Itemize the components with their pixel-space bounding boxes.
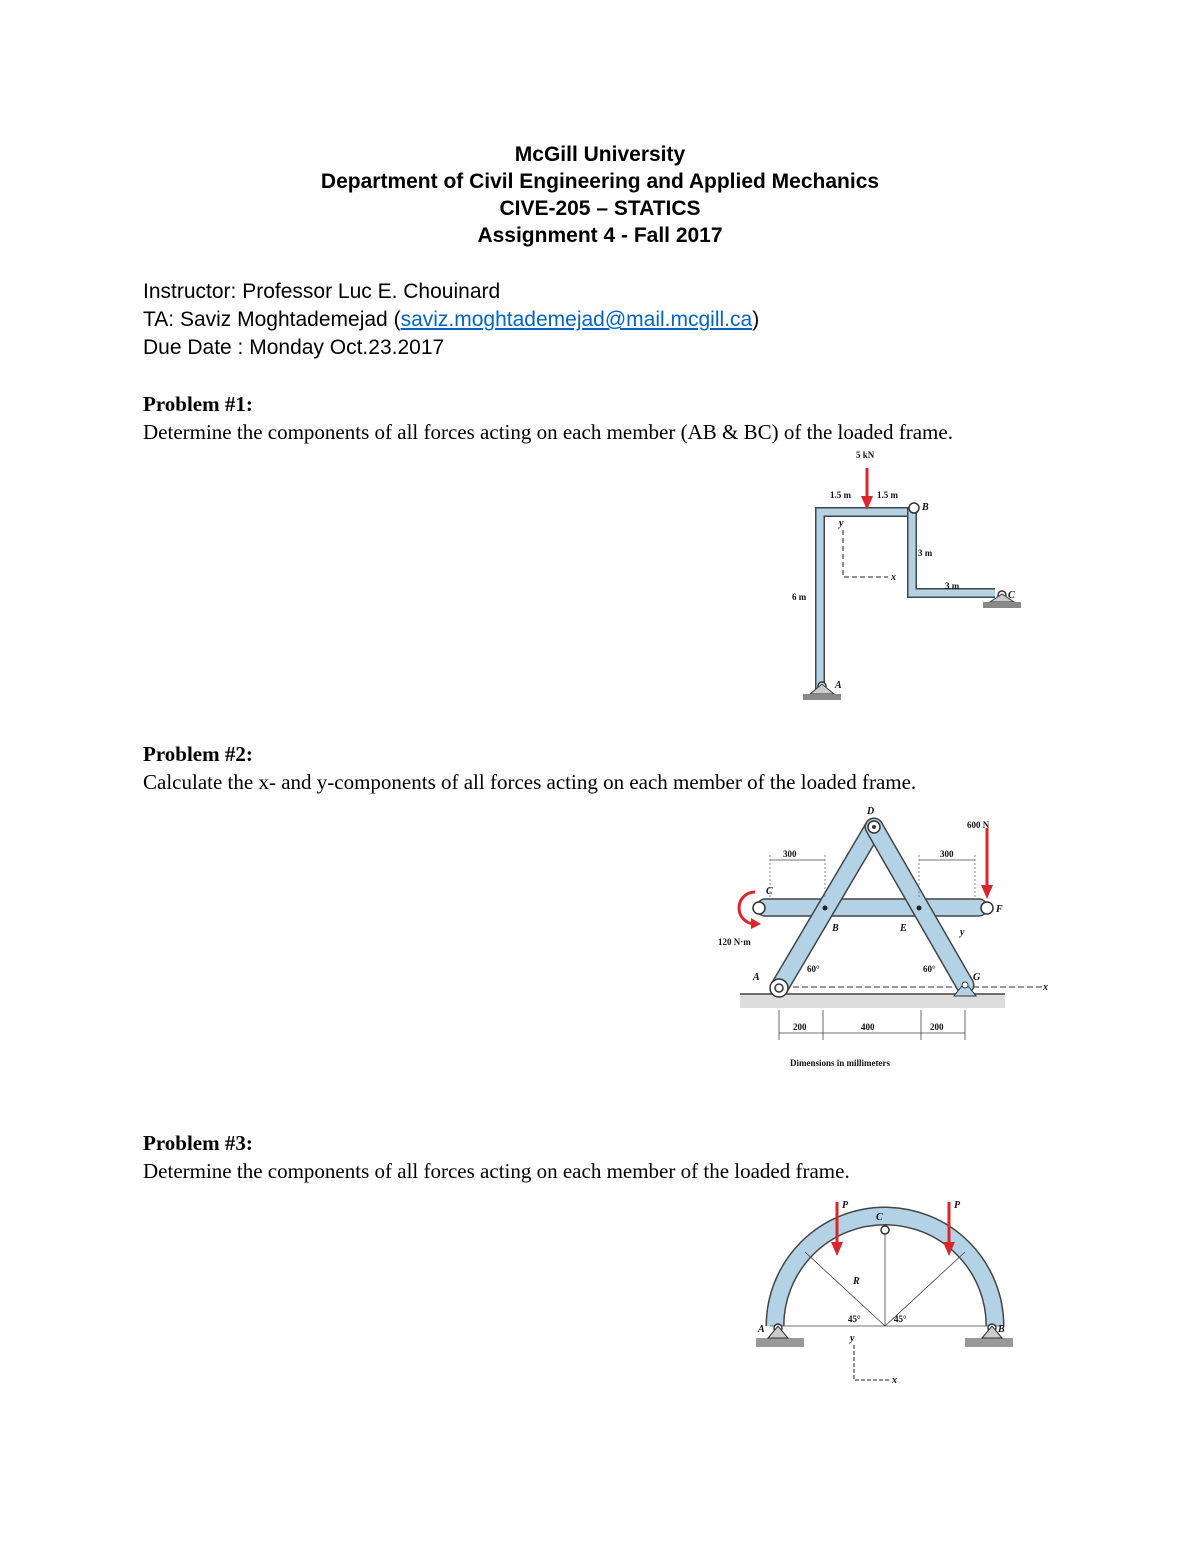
due-date-line: Due Date : Monday Oct.23.2017: [143, 336, 445, 359]
axis-y-label: y: [839, 518, 844, 529]
dimensions-caption: Dimensions in millimeters: [790, 1058, 890, 1068]
axis-y-label: y: [960, 927, 965, 938]
label-c: C: [766, 886, 773, 897]
angle-left-label: 60°: [807, 964, 820, 974]
label-f: F: [996, 904, 1003, 915]
ta-email-link[interactable]: saviz.moghtademejad@mail.mcgill.ca: [400, 308, 753, 331]
pin-e: [917, 906, 922, 911]
member-cf: [757, 899, 987, 916]
load-arrow: [981, 885, 993, 899]
label-b: B: [832, 923, 839, 934]
axis-y-label: y: [850, 1333, 855, 1344]
dim-300-right: 300: [940, 849, 954, 859]
angle-right-label: 45°: [894, 1314, 907, 1324]
problem-2-text: Calculate the x- and y-components of all forces acting on each member of the loaded frame.: [143, 770, 917, 794]
support-a: [768, 1326, 788, 1338]
pin-c: [753, 902, 765, 914]
label-b: B: [922, 502, 929, 513]
dim-200-left: 200: [793, 1022, 807, 1032]
problem-3-figure: [750, 1190, 1020, 1390]
dim-300-left: 300: [783, 849, 797, 859]
problem-2-title: Problem #2:: [143, 742, 253, 766]
university-name: McGill University: [514, 143, 686, 166]
course-title: CIVE-205 – STATICS: [499, 197, 701, 220]
problem-2-figure: [715, 800, 1055, 1080]
instructor-line: Instructor: Professor Luc E. Chouinard: [143, 280, 501, 303]
pin-b: [823, 906, 828, 911]
load-label: 5 kN: [856, 450, 875, 460]
dim-3m-vert-label: 3 m: [918, 548, 933, 558]
support-a: [810, 684, 834, 694]
problem-1-figure: [780, 444, 1040, 709]
ta-line: [143, 306, 759, 334]
frame-ab-member: [820, 512, 915, 689]
axis-lines: [854, 1345, 890, 1380]
axis-lines: [843, 530, 888, 577]
pin-f: [981, 902, 993, 914]
angle-left-label: 45°: [848, 1314, 861, 1324]
assignment-title: Assignment 4 - Fall 2017: [477, 224, 723, 247]
label-a: A: [753, 972, 760, 983]
dim-right-label: 1.5 m: [877, 490, 898, 500]
dim-left-label: 1.5 m: [830, 490, 851, 500]
problem-3-text: Determine the components of all forces acting on each member of the loaded frame.: [143, 1159, 850, 1183]
ta-suffix: ): [752, 308, 760, 331]
label-c: C: [1008, 590, 1015, 601]
load-right-label: P: [954, 1200, 961, 1211]
pin-c: [881, 1226, 889, 1234]
label-d: D: [867, 806, 875, 817]
pin-b: [909, 503, 919, 513]
moment-label: 120 N·m: [718, 937, 751, 947]
load-left-label: P: [842, 1200, 849, 1211]
dim-3m-horiz-label: 3 m: [945, 581, 960, 591]
label-c: C: [876, 1212, 883, 1223]
axis-x-label: x: [1043, 982, 1048, 993]
angle-right-label: 60°: [923, 964, 936, 974]
load-left-arrow: [831, 1242, 843, 1256]
problem-1-text: Determine the components of all forces acting on each member (AB & BC) of the loaded frame.: [143, 420, 953, 444]
document-header: [0, 141, 1200, 249]
dim-400: 400: [861, 1022, 875, 1032]
axis-x-label: x: [892, 1375, 897, 1386]
axis-x-label: x: [891, 572, 896, 583]
label-g: G: [973, 972, 981, 983]
ground-right: [965, 1338, 1013, 1347]
label-b: B: [998, 1324, 1005, 1335]
dim-6m-label: 6 m: [792, 592, 807, 602]
ta-prefix: TA: Saviz Moghtademejad (: [143, 308, 401, 331]
radius-label: R: [853, 1276, 860, 1287]
dim-200-right: 200: [930, 1022, 944, 1032]
problem-1-title: Problem #1:: [143, 392, 253, 416]
load-label: 600 N: [967, 820, 990, 830]
label-a: A: [835, 680, 842, 691]
label-e: E: [900, 923, 907, 934]
department-name: Department of Civil Engineering and Applied Mechanics: [320, 170, 880, 193]
course-info: [143, 278, 759, 362]
label-a: A: [758, 1324, 765, 1335]
problem-3-title: Problem #3:: [143, 1131, 253, 1155]
ground-left: [756, 1338, 804, 1347]
